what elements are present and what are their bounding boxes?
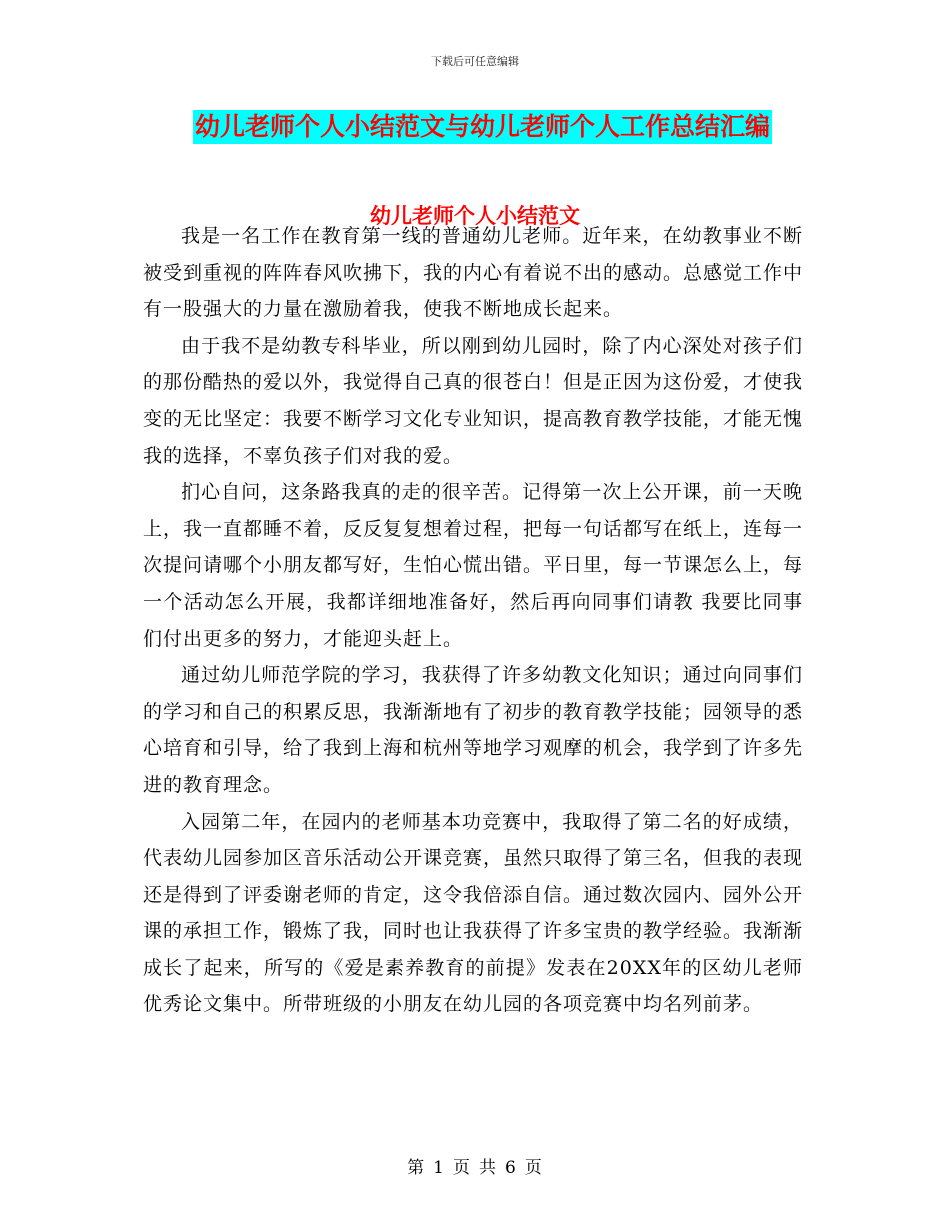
paragraph: 我是一名工作在教育第一线的普通幼儿老师。近年来，在幼教事业不断被受到重视的阵阵春风吹拂下，我的内心有着说不出的感动。总感觉工作中有一股强大的力量在激励着我，使我不断地成长起来。 xyxy=(143,225,804,321)
document-body xyxy=(143,218,803,1023)
page-unit: 页 xyxy=(453,1158,471,1178)
paragraph: 由于我不是幼教专科毕业，所以刚到幼儿园时，除了内心深处对孩子们的那份酷热的爱以外，我觉得自己真的很苍白！但是正因为这份爱，才使我变的无比坚定：我要不断学习文化专业知识，提高教育教学技能，才能无愧我的选择，不辜负孩子们对我的爱。 xyxy=(143,334,804,467)
page-number: 1 xyxy=(433,1158,445,1178)
total-unit: 页 xyxy=(524,1158,543,1178)
total-label: 共 xyxy=(479,1158,497,1178)
page-label: 第 xyxy=(407,1158,426,1178)
page-footer xyxy=(0,1153,950,1178)
paragraph: 通过幼儿师范学院的学习，我获得了许多幼教文化知识；通过向同事们的学习和自己的积累反思，我渐渐地有了初步的教育教学技能；园领导的悉心培育和引导，给了我到上海和杭州等地学习观摩的机会，我学到了许多先进的教育理念。 xyxy=(143,664,804,796)
paragraph: 扪心自问，这条路我真的走的很辛苦。记得第一次上公开课，前一天晚上，我一直都睡不着，反反复复想着过程，把每一句话都写在纸上，连每一次提问请哪个小朋友都写好，生怕心慌出错。平日里，每一节课怎么上，每一个活动怎么开展，我都详细地准备好，然后再向同事们请教 我要比同事们付出更多的努力，才能迎头赶上。 xyxy=(143,481,804,650)
total-pages: 6 xyxy=(505,1158,517,1178)
paragraph: 入园第二年，在园内的老师基本功竞赛中，我取得了第二名的好成绩，代表幼儿园参加区音乐活动公开课竞赛，虽然只取得了第三名，但我的表现还是得到了评委谢老师的肯定，这令我倍添自信。通过数次园内、园外公开课的承担工作，锻炼了我，同时也让我获得了许多宝贵的教学经验。我渐渐成长了起来，所写的《爱是素养教育的前提》发表在20XX年的区幼儿老师优秀论文集中。所带班级的小朋友在幼儿园的各项竞赛中均名列前茅。 xyxy=(143,810,804,1016)
header-note: 下载后可任意编辑 xyxy=(431,55,519,68)
document-title: 幼儿老师个人小结范文与幼儿老师个人工作总结汇编 xyxy=(193,110,772,144)
section-title: 幼儿老师个人小结范文 xyxy=(370,203,580,228)
